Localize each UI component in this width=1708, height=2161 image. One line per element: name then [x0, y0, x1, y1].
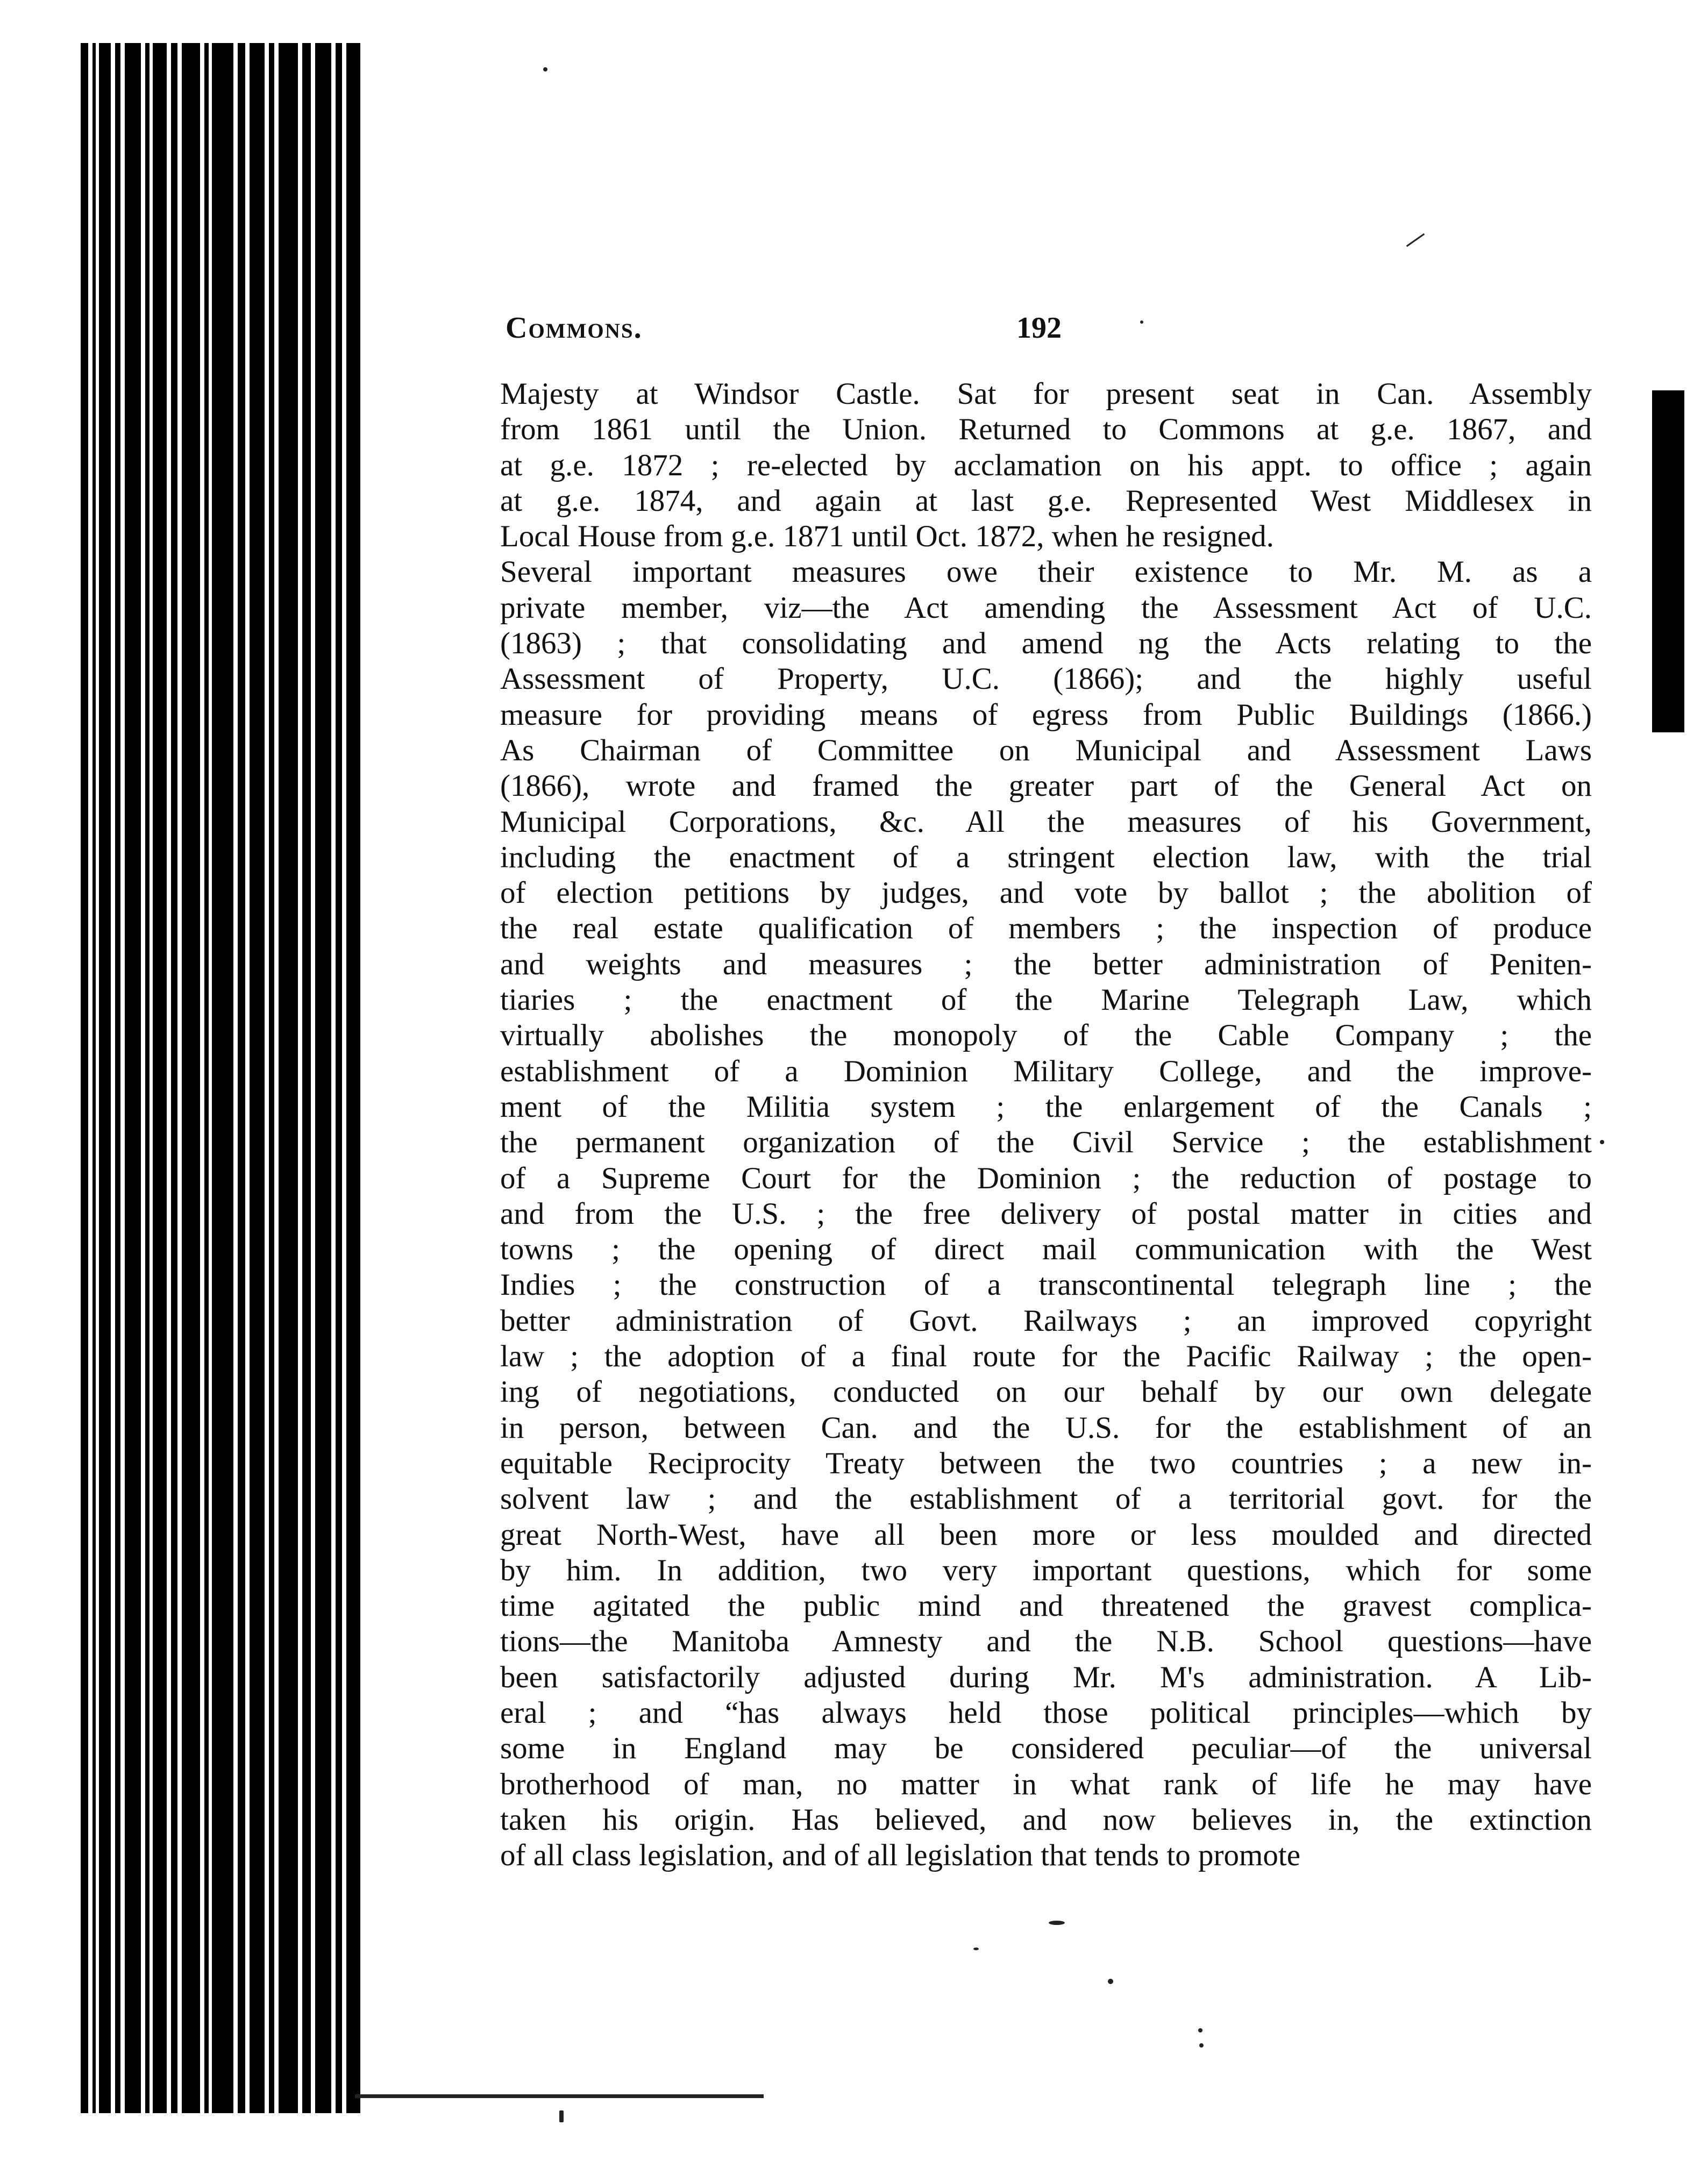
- text-line: brotherhood of man, no matter in what rank of life he may have: [500, 1767, 1592, 1801]
- text-line: Indies ; the construction of a transcontinental telegraph line ; the: [500, 1268, 1592, 1302]
- scan-margin-bar: [1652, 390, 1684, 732]
- scan-speck: [1049, 1921, 1065, 1925]
- scan-speck: [1600, 1140, 1604, 1144]
- text-line: including the enactment of a stringent election law, with the trial: [500, 840, 1592, 874]
- text-line: (1863) ; that consolidating and amend ng the Acts relating to the: [500, 626, 1592, 661]
- text-line: (1866), wrote and framed the greater part of the General Act on: [500, 769, 1592, 803]
- text-line: of a Supreme Court for the Dominion ; the reduction of postage to: [500, 1161, 1592, 1195]
- text-line: and from the U.S. ; the free delivery of postal matter in cities and: [500, 1196, 1592, 1231]
- text-line: better administration of Govt. Railways ; an improved copyright: [500, 1303, 1592, 1338]
- text-line: measure for providing means of egress from Public Buildings (1866.): [500, 697, 1592, 732]
- page-bottom-edge: [355, 2094, 764, 2098]
- text-line: virtually abolishes the monopoly of the Cable Company ; the: [500, 1018, 1592, 1053]
- text-line: eral ; and “has always held those political principles—which by: [500, 1695, 1592, 1730]
- scan-speck: [543, 67, 547, 72]
- scan-speck: [1406, 233, 1425, 247]
- scan-speck: [1198, 2028, 1202, 2032]
- text-line: tiaries ; the enactment of the Marine Telegraph Law, which: [500, 983, 1592, 1017]
- scan-speck: [1199, 2043, 1204, 2048]
- text-line: by him. In addition, two very important questions, which for some: [500, 1553, 1592, 1587]
- text-line: of all class legislation, and of all legislation that tends to promote: [500, 1838, 1301, 1873]
- text-line: in person, between Can. and the U.S. for the establishment of an: [500, 1410, 1592, 1445]
- text-line: time agitated the public mind and threatened the gravest complica-: [500, 1589, 1592, 1623]
- text-line: taken his origin. Has believed, and now believes in, the extinction: [500, 1802, 1592, 1837]
- text-line: law ; the adoption of a final route for the Pacific Railway ; the open-: [500, 1339, 1592, 1374]
- text-line: As Chairman of Committee on Municipal and Assessment Laws: [500, 733, 1592, 767]
- text-line: from 1861 until the Union. Returned to Commons at g.e. 1867, and: [500, 412, 1592, 447]
- text-line: ing of negotiations, conducted on our behalf by our own delegate: [500, 1375, 1592, 1409]
- text-line: towns ; the opening of direct mail communication with the West: [500, 1232, 1592, 1267]
- scan-speck: [1108, 1979, 1113, 1984]
- running-header: [506, 311, 1603, 348]
- text-line: the real estate qualification of members ; the inspection of produce: [500, 911, 1592, 946]
- text-line: solvent law ; and the establishment of a territorial govt. for the: [500, 1482, 1592, 1516]
- page-number: 192: [1016, 311, 1062, 345]
- scan-speck: [973, 1948, 979, 1950]
- section-title: Commons.: [506, 311, 643, 345]
- text-line: ment of the Militia system ; the enlargement of the Canals ;: [500, 1089, 1592, 1124]
- text-line: some in England may be considered peculiar—of the universal: [500, 1731, 1592, 1766]
- text-line: of election petitions by judges, and vote by ballot ; the abolition of: [500, 876, 1592, 910]
- text-line: equitable Reciprocity Treaty between the two countries ; a new in-: [500, 1446, 1592, 1480]
- text-line: establishment of a Dominion Military College, and the improve-: [500, 1054, 1592, 1088]
- body-text: [500, 376, 1592, 1873]
- text-line: been satisfactorily adjusted during Mr. M's administration. A Lib-: [500, 1660, 1592, 1694]
- text-line: Local House from g.e. 1871 until Oct. 1872, when he resigned.: [500, 519, 1274, 554]
- text-line: great North-West, have all been more or less moulded and directed: [500, 1517, 1592, 1552]
- text-line: at g.e. 1872 ; re-elected by acclamation on his appt. to office ; again: [500, 448, 1592, 482]
- text-line: the permanent organization of the Civil Service ; the establishment: [500, 1125, 1592, 1160]
- text-line: at g.e. 1874, and again at last g.e. Represented West Middlesex in: [500, 483, 1592, 518]
- text-line: and weights and measures ; the better administration of Peniten-: [500, 947, 1592, 981]
- text-line: Majesty at Windsor Castle. Sat for present seat in Can. Assembly: [500, 377, 1592, 411]
- text-line: Assessment of Property, U.C. (1866); and the highly useful: [500, 662, 1592, 696]
- text-line: tions—the Manitoba Amnesty and the N.B. School questions—have: [500, 1624, 1592, 1659]
- text-line: private member, viz—the Act amending the Assessment Act of U.C.: [500, 590, 1592, 625]
- text-line: Several important measures owe their existence to Mr. M. as a: [500, 555, 1592, 589]
- text-line: Municipal Corporations, &c. All the measures of his Government,: [500, 804, 1592, 839]
- book-spine-edge: [81, 43, 360, 2113]
- scan-speck: [559, 2110, 564, 2122]
